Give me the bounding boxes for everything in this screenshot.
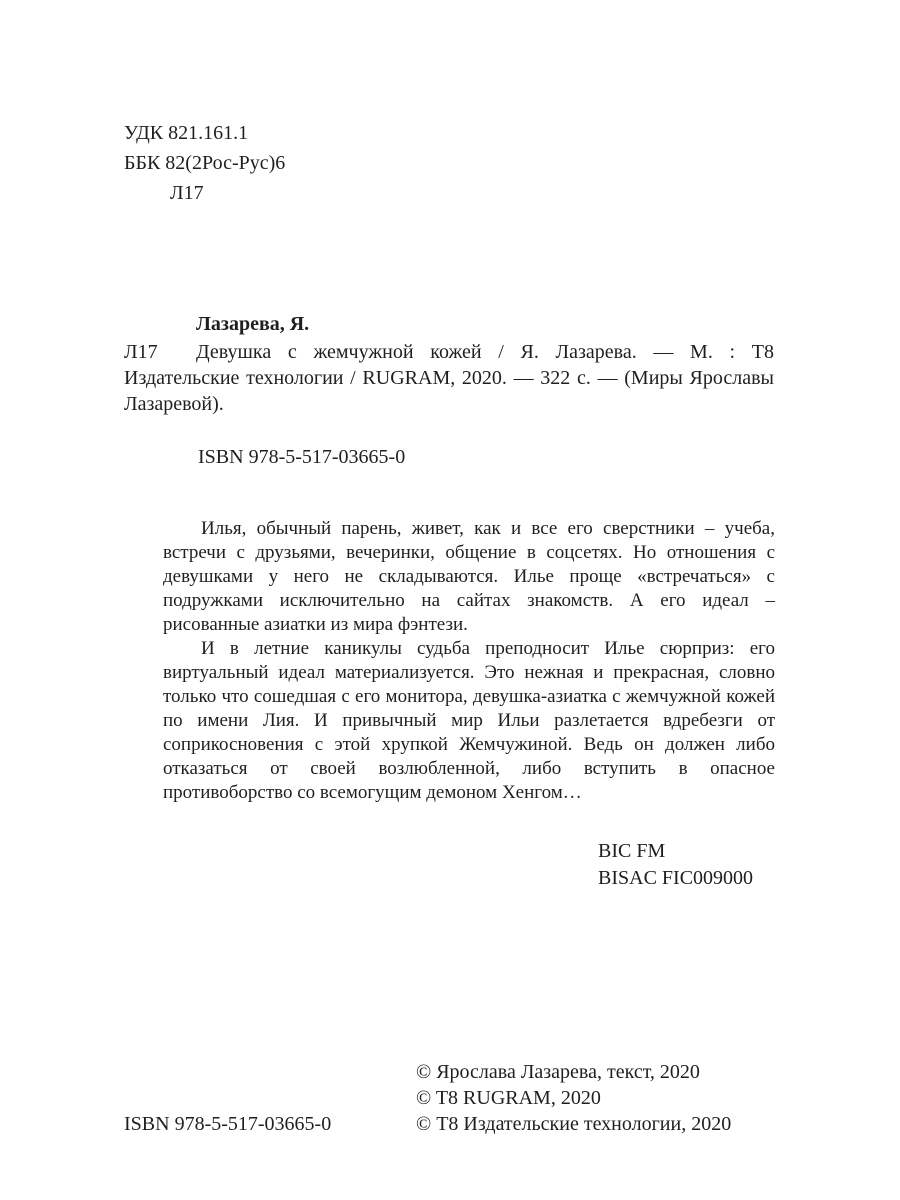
copyright-t8: © Т8 Издательские технологии, 2020 — [416, 1113, 732, 1135]
bisac-code: BISAC FIC009000 — [598, 867, 754, 889]
entry-description: Девушка с жемчужной кожей / Я. Лазарева. — М. : Т8 Издательские технологии / RUGRAM, 2020. — 322 с. — (Миры Ярославы Лазаревой). — [124, 341, 774, 415]
udk-code: УДК 821.161.1 — [124, 122, 249, 144]
author-sign: Л17 — [170, 182, 204, 204]
entry-code: Л17 — [124, 341, 158, 363]
copyright-rugram: © T8 RUGRAM, 2020 — [416, 1087, 601, 1109]
copyright-author: © Ярослава Лазарева, текст, 2020 — [416, 1061, 700, 1083]
bic-code: BIC FM — [598, 840, 666, 862]
bibliographic-entry — [124, 339, 774, 417]
entry-isbn: ISBN 978-5-517-03665-0 — [198, 446, 406, 468]
annotation-paragraph-1: Илья, обычный парень, живет, как и все его сверстники – учеба, встречи с друзьями, вечеринки, общение в соцсетях. Но отношения с девушками у него не складываются. Илье проще «встречаться» с подружками исключительно на сайтах знакомств. А его идеал – рисованные азиатки из мира фэнтези. — [163, 518, 775, 635]
entry-author: Лазарева, Я. — [196, 313, 310, 335]
bbk-code: ББК 82(2Рос-Рус)6 — [124, 152, 286, 174]
annotation — [163, 517, 775, 805]
footer-isbn: ISBN 978-5-517-03665-0 — [124, 1113, 332, 1135]
annotation-paragraph-2: И в летние каникулы судьба преподносит Илье сюрприз: его виртуальный идеал материализуется. Это нежная и прекрасная, словно только что сошедшая с его монитора, девушка-азиатка с жемчужной кожей по имени Лия. И привычный мир Ильи разлетается вдребезги от соприкосновения с этой хрупкой Жемчужиной. Ведь он должен либо отказаться от своей возлюбленной, либо вступить в опасное противоборство со всемогущим демоном Хенгом… — [163, 638, 775, 803]
